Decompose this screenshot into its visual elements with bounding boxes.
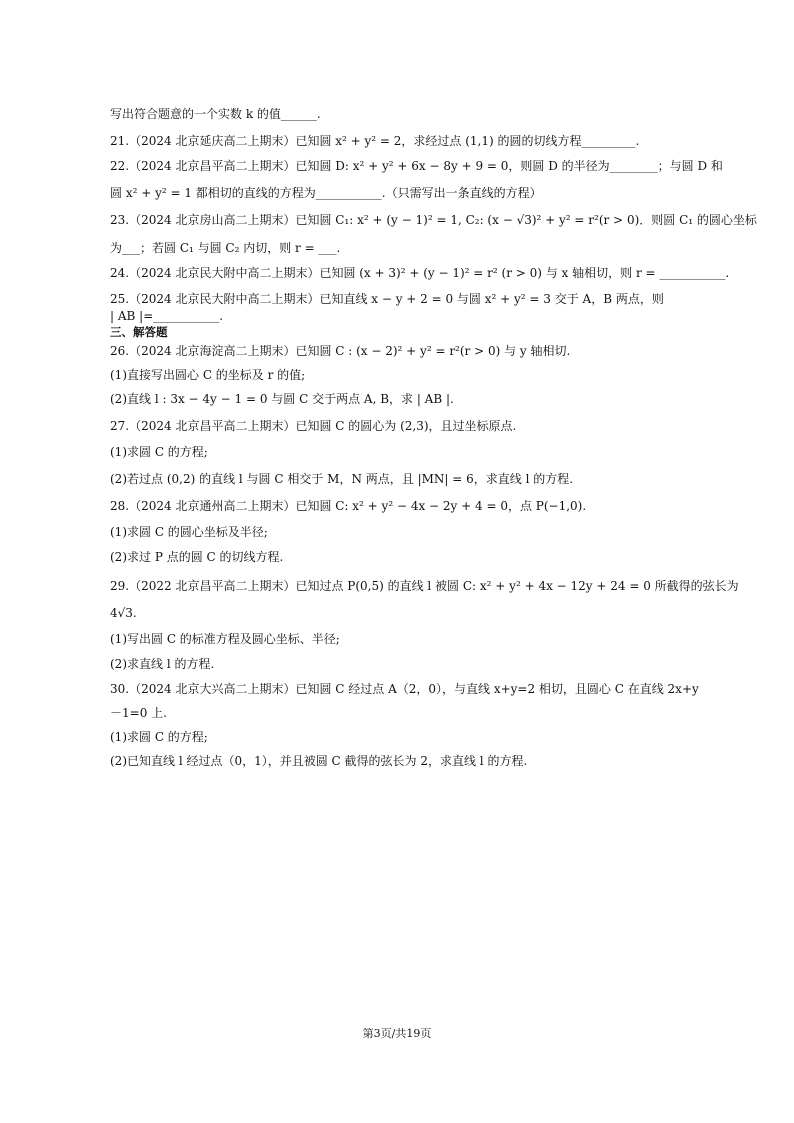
text-line: (1)求圆 C 的方程; (110, 445, 208, 459)
question-24: 24.（2024 北京民大附中高二上期末）已知圆 (x + 3)² + (y − 1)² = r² (r > 0) 与 x 轴相切，则 r = ___________. (110, 266, 730, 280)
text-line: (2)直线 l : 3x − 4y − 1 = 0 与圆 C 交于两点 A, B，求 | AB |. (110, 392, 454, 406)
text-line: (1)求圆 C 的方程; (110, 730, 208, 744)
text-line: 写出符合题意的一个实数 k 的值______. (110, 107, 321, 121)
question-22: 22.（2024 北京昌平高二上期末）已知圆 D: x² + y² + 6x − 8y + 9 = 0，则圆 D 的半径为________；与圆 D 和 (110, 159, 723, 173)
question-27: 27.（2024 北京昌平高二上期末）已知圆 C 的圆心为 (2,3)，且过坐标原点. (110, 419, 517, 433)
text-line: (1)写出圆 C 的标准方程及圆心坐标、半径; (110, 632, 340, 646)
section-heading: 三、解答题 (110, 325, 168, 339)
text-line: －1=0 上. (110, 706, 167, 720)
question-25: 25.（2024 北京民大附中高二上期末）已知直线 x − y + 2 = 0 与圆 x² + y² = 3 交于 A，B 两点，则 (110, 292, 664, 306)
question-28: 28.（2024 北京通州高二上期末）已知圆 C: x² + y² − 4x − 2y + 4 = 0，点 P(−1,0). (110, 499, 587, 513)
page-number: 第3页/共19页 (362, 1027, 432, 1040)
text-line: 圆 x² + y² = 1 都相切的直线的方程为___________.（只需写出一条直线的方程） (110, 186, 542, 200)
text-line: (2)求直线 l 的方程. (110, 657, 215, 671)
question-26: 26.（2024 北京海淀高二上期末）已知圆 C : (x − 2)² + y² = r²(r > 0) 与 y 轴相切. (110, 344, 571, 358)
text-line: 4√3. (110, 606, 137, 620)
text-line: | AB |=___________. (110, 309, 224, 323)
question-29: 29.（2022 北京昌平高二上期末）已知过点 P(0,5) 的直线 l 被圆 C: x² + y² + 4x − 12y + 24 = 0 所截得的弦长为 (110, 579, 739, 593)
text-line: (2)求过 P 点的圆 C 的切线方程. (110, 550, 284, 564)
text-line: (1)求圆 C 的圆心坐标及半径; (110, 525, 268, 539)
text-line: (2)已知直线 l 经过点（0，1），并且被圆 C 截得的弦长为 2，求直线 l 的方程. (110, 754, 528, 768)
text-line: 为___；若圆 C₁ 与圆 C₂ 内切，则 r = ___. (110, 241, 341, 255)
text-line: (2)若过点 (0,2) 的直线 l 与圆 C 相交于 M，N 两点，且 |MN| = 6，求直线 l 的方程. (110, 472, 574, 486)
question-30: 30.（2024 北京大兴高二上期末）已知圆 C 经过点 A（2，0），与直线 x+y=2 相切，且圆心 C 在直线 2x+y (110, 682, 699, 696)
question-23: 23.（2024 北京房山高二上期末）已知圆 C₁: x² + (y − 1)² = 1, C₂: (x − √3)² + y² = r²(r > 0)．则圆 C₁ 的圆心坐标 (110, 213, 757, 227)
text-line: (1)直接写出圆心 C 的坐标及 r 的值; (110, 368, 306, 382)
question-21: 21.（2024 北京延庆高二上期末）已知圆 x² + y² = 2，求经过点 (1,1) 的圆的切线方程_________. (110, 134, 640, 148)
